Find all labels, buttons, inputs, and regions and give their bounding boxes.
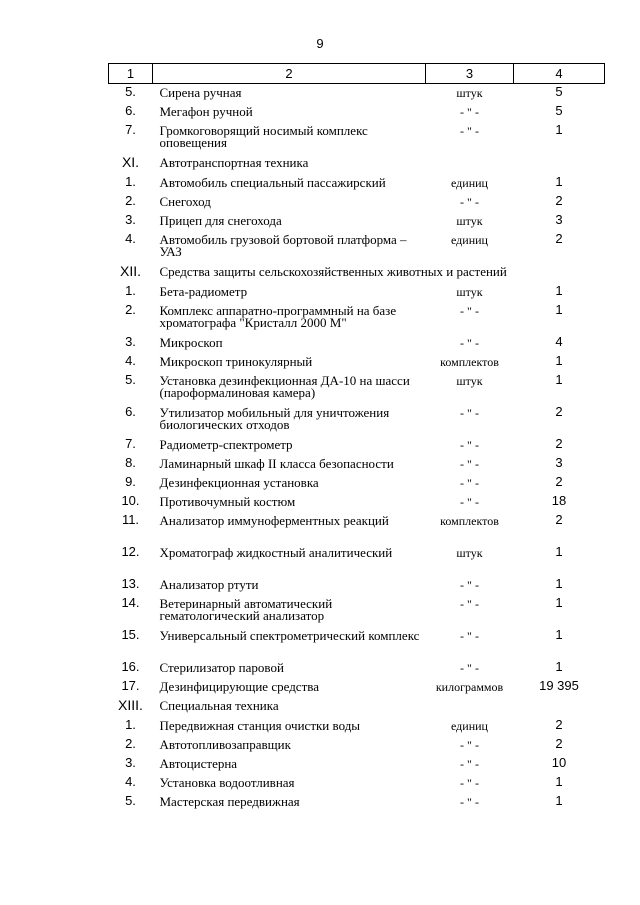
table-row [109, 736, 605, 755]
section-title: Средства защиты сельскохозяйственных животных и растений [159, 263, 507, 279]
item-quantity: 5 [555, 84, 563, 99]
item-unit: - " - [460, 335, 479, 350]
item-unit: штук [456, 86, 483, 100]
item-unit: - " - [460, 628, 479, 643]
table-row [109, 774, 605, 793]
item-number: 10. [121, 492, 140, 508]
item-name: Анализатор иммуноферментных реакций [159, 512, 389, 528]
item-number: 11. [121, 511, 140, 527]
header-col-1: 1 [109, 64, 153, 84]
item-number: 3. [125, 754, 136, 770]
item-quantity: 2 [555, 435, 563, 451]
page-number: 9 [316, 36, 324, 51]
table-row [109, 436, 605, 455]
table-row [109, 493, 605, 512]
item-quantity: 1 [555, 301, 563, 317]
item-quantity: 2 [555, 192, 563, 208]
item-unit: единиц [451, 175, 488, 190]
item-unit: - " - [460, 475, 479, 490]
item-unit: - " - [460, 737, 479, 752]
item-quantity: 2 [555, 230, 563, 246]
equipment-table [108, 63, 605, 812]
item-quantity: 3 [555, 454, 563, 470]
item-number: 2. [125, 301, 136, 317]
item-unit: штук [456, 373, 483, 388]
table-row [109, 334, 605, 353]
section-title: Специальная техника [159, 697, 279, 713]
item-quantity: 1 [555, 543, 563, 559]
item-name: Автомобиль специальный пассажирский [159, 174, 386, 190]
table-row [109, 544, 605, 576]
item-quantity: 1 [555, 626, 563, 642]
item-quantity: 19 395 [539, 677, 579, 693]
item-unit: - " - [460, 437, 479, 452]
item-number: 2. [125, 192, 136, 208]
item-unit: - " - [460, 456, 479, 471]
item-quantity: 1 [555, 773, 563, 789]
item-name: Радиометр-спектрометр [159, 436, 293, 452]
section-heading-row [109, 154, 605, 174]
item-quantity: 1 [555, 575, 563, 591]
item-number: 4. [125, 773, 136, 789]
table-body [109, 84, 605, 812]
item-number: 6. [125, 403, 136, 419]
item-unit: - " - [460, 494, 479, 509]
item-unit: - " - [460, 303, 479, 318]
item-name: Микроскоп тринокулярный [159, 353, 313, 369]
item-quantity: 1 [555, 594, 563, 610]
table-row [109, 122, 605, 154]
item-number: 5. [125, 792, 136, 808]
item-number: 9. [125, 473, 136, 489]
table-row [109, 372, 605, 404]
section-heading-row [109, 697, 605, 717]
item-name: Передвижная станция очистки воды [159, 717, 361, 733]
item-name: Сирена ручная [159, 85, 242, 100]
item-quantity: 18 [551, 492, 567, 508]
item-quantity: 4 [555, 333, 563, 349]
item-name: Автоцистерна [159, 755, 238, 771]
item-quantity: 5 [555, 102, 563, 118]
item-quantity: 1 [555, 371, 563, 387]
item-number: 1. [125, 282, 136, 298]
table-row [109, 512, 605, 544]
item-number: 15. [121, 626, 140, 642]
item-number: 13. [121, 575, 140, 591]
item-name: Дезинфекционная установка [159, 474, 319, 490]
item-name: Противочумный костюм [159, 493, 296, 509]
table-row [109, 755, 605, 774]
table-row [109, 717, 605, 736]
header-col-3: 3 [426, 64, 514, 84]
item-number: 4. [125, 230, 136, 246]
item-unit: комплектов [440, 354, 499, 369]
item-name: Утилизатор мобильный для уничтожения биологических отходов [159, 404, 390, 432]
item-number: 16. [121, 658, 140, 674]
item-quantity: 2 [555, 735, 563, 751]
item-name: Автотопливозаправщик [159, 736, 291, 752]
item-unit: - " - [460, 194, 479, 209]
item-number: 3. [125, 333, 136, 349]
item-unit: - " - [460, 794, 479, 809]
item-number: 12. [121, 543, 140, 559]
item-unit: штук [456, 545, 483, 560]
item-number: 4. [125, 352, 136, 368]
item-name: Стерилизатор паровой [159, 659, 284, 675]
item-unit: штук [456, 284, 483, 299]
item-unit: комплектов [440, 513, 499, 528]
table-row [109, 678, 605, 697]
table-row [109, 595, 605, 627]
table-row [109, 283, 605, 302]
table-row [109, 212, 605, 231]
table-row [109, 576, 605, 595]
header-col-4: 4 [514, 64, 605, 84]
item-quantity: 2 [555, 403, 563, 419]
section-heading-row [109, 263, 605, 283]
table-row [109, 84, 605, 103]
item-name: Снегоход [159, 193, 211, 209]
item-quantity: 1 [555, 173, 563, 189]
item-name: Анализатор ртути [159, 576, 259, 592]
item-unit: - " - [460, 123, 479, 138]
item-quantity: 3 [555, 211, 563, 227]
item-number: 1. [125, 716, 136, 732]
item-quantity: 10 [551, 754, 567, 770]
item-unit: - " - [460, 577, 479, 592]
item-unit: - " - [460, 405, 479, 420]
header-col-2: 2 [153, 64, 426, 84]
table-row [109, 455, 605, 474]
item-number: 7. [125, 121, 136, 137]
item-name: Ветеринарный автоматический гематологический анализатор [159, 595, 333, 623]
table-row [109, 174, 605, 193]
table-row [109, 627, 605, 659]
item-number: 14. [121, 594, 140, 610]
item-number: 3. [125, 211, 136, 227]
item-quantity: 2 [555, 716, 563, 732]
item-number: 1. [125, 173, 136, 189]
item-quantity: 1 [555, 282, 563, 298]
item-unit: - " - [460, 660, 479, 675]
table-row [109, 103, 605, 122]
item-number: 5. [125, 84, 136, 99]
item-unit: - " - [460, 775, 479, 790]
item-name: Бета-радиометр [159, 283, 248, 299]
item-name: Автомобиль грузовой бортовой платформа – УАЗ [159, 231, 407, 259]
item-quantity: 1 [555, 792, 563, 808]
item-quantity: 1 [555, 121, 563, 137]
item-name: Хроматограф жидкостный аналитический [159, 544, 393, 560]
item-number: 17. [121, 677, 140, 693]
item-name: Мегафон ручной [159, 103, 253, 119]
item-unit: - " - [460, 104, 479, 119]
item-name: Микроскоп [159, 334, 223, 350]
section-title: Автотранспортная техника [159, 154, 309, 170]
item-name: Громкоговорящий носимый комплекс оповещения [159, 122, 368, 150]
item-number: 7. [125, 435, 136, 451]
item-name: Комплекс аппаратно-программный на базе хроматографа "Кристалл 2000 М" [159, 302, 397, 330]
item-number: 8. [125, 454, 136, 470]
table-row [109, 793, 605, 812]
table-row [109, 659, 605, 678]
item-quantity: 2 [555, 473, 563, 489]
item-number: 5. [125, 371, 136, 387]
item-unit: штук [456, 213, 483, 228]
item-quantity: 2 [555, 511, 563, 527]
item-name: Мастерская передвижная [159, 793, 300, 809]
item-name: Дезинфицирующие средства [159, 678, 319, 694]
table-header [109, 64, 605, 84]
item-quantity: 1 [555, 352, 563, 368]
item-unit: килограммов [435, 679, 504, 694]
table-row [109, 404, 605, 436]
table-row [109, 231, 605, 263]
table-row [109, 302, 605, 334]
item-unit: - " - [460, 756, 479, 771]
item-unit: единиц [451, 718, 488, 733]
table-row [109, 353, 605, 372]
item-name: Установка дезинфекционная ДА-10 на шасси (пароформалиновая камера) [159, 372, 410, 400]
item-quantity: 1 [555, 658, 563, 674]
item-number: 6. [125, 102, 136, 118]
section-number: XII. [119, 262, 141, 279]
item-name: Прицеп для снегохода [159, 212, 282, 228]
item-number: 2. [125, 735, 136, 751]
item-unit: единиц [451, 232, 488, 247]
table-row [109, 193, 605, 212]
table-row [109, 474, 605, 493]
item-unit: - " - [460, 596, 479, 611]
section-number: XIII. [118, 696, 143, 713]
section-number: XI. [121, 153, 140, 170]
item-name: Ламинарный шкаф II класса безопасности [159, 455, 394, 471]
item-name: Универсальный спектрометрический комплекс [159, 627, 420, 643]
item-name: Установка водоотливная [159, 774, 295, 790]
